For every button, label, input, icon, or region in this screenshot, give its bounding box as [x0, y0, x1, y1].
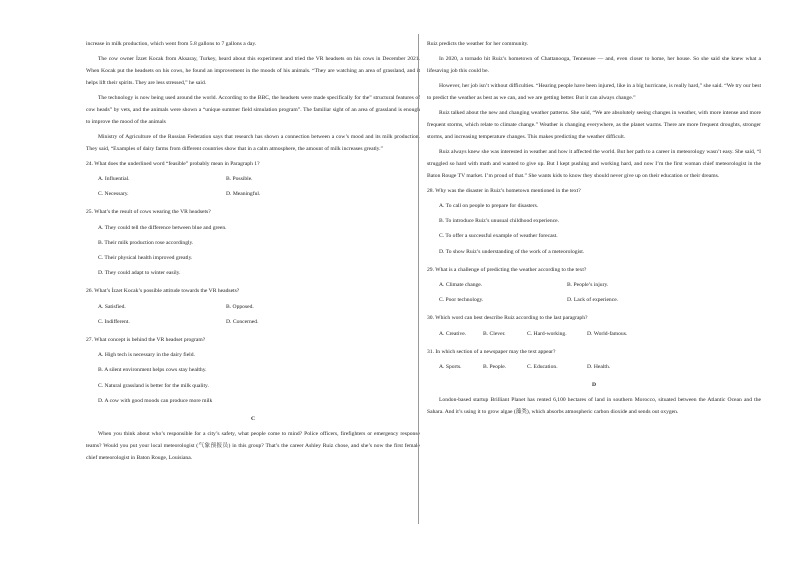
option: A. Creative.	[439, 330, 467, 337]
option: C. To offer a successful example of weather forecast.	[439, 233, 558, 240]
option: C. Education.	[527, 363, 558, 370]
question-26-options	[98, 301, 420, 331]
paragraph: London-based startup Brilliant Planet has rented 6,100 hectares of land in southern Morocco, situated between the Atlantic Ocean and the Sahara. And it’s using it to grow algae (藻类), which absorbs atmospheric carbon dioxide and sends out oxygen.	[427, 396, 761, 416]
question-27-options	[98, 349, 420, 410]
option: C. Poor technology.	[439, 297, 484, 304]
paragraph: However, her job isn’t without difficulties. “Hearing people have been injured, like in a big hurricane, is really hard,” she said. “We try our best to predict the weather as best as we can, and we are getting better. But it can always change.”	[427, 82, 761, 101]
paragraph: The cow owner İzzet Kocak from Aksaray, Turkey, heard about this experiment and tried the VR headsets on his cows in December 2021. When Kocak put the headsets on his cows, he found an improvement in the moods of his animals. “They are watching an area of grassland, and it helps lift their spirits. They are less stressed,” he said.	[86, 55, 420, 87]
question-31: 31. In which section of a newspaper may the text appear?	[427, 348, 556, 355]
question-24: 24. What does the underlined word “feasible” probably mean in Paragraph 1?	[86, 160, 260, 167]
option: A. Influential.	[98, 176, 130, 183]
paragraph: When you think about who’s responsible for a city’s safety, what people come to mind? Police officers, firefighters or emergency response teams? Would you put your local meteorologist (气象预报员) in this group? That’s the career Ashley Ruiz chose, and she’s now the first female chief meteorologist in Baton Rouge, Louisiana.	[86, 430, 420, 462]
question-25-options	[98, 222, 420, 283]
option: B. People’s injury.	[567, 281, 609, 288]
option: D. Health.	[587, 363, 611, 370]
option: A. Climate change.	[439, 281, 483, 288]
paragraph: Ministry of Agriculture of the Russian Federation says that research has shown a connection between a cow’s mood and its milk production. They said, “Examples of dairy farms from different countries show that in a calm atmosphere, the amount of milk increases greatly.”	[86, 133, 420, 153]
option: A. Satisfied.	[98, 303, 126, 310]
option: B. A silent environment helps cows stay healthy.	[98, 367, 207, 374]
paragraph: In 2020, a tornado hit Ruiz’s hometown of Chattanooga, Tennessee — and, even closer to home, her house. So she said she knew what a lifesaving job this could be.	[427, 55, 761, 74]
option: C. Indifferent.	[98, 318, 130, 325]
option: C. Natural grassland is better for the milk quality.	[98, 382, 209, 389]
option: D. A cow with good moods can produce more milk	[98, 397, 213, 404]
option: D. Concerned.	[226, 318, 259, 325]
option: A. High tech is necessary in the dairy field.	[98, 352, 195, 359]
paragraph: Ruiz predicts the weather for her community.	[427, 41, 529, 47]
right-column	[427, 38, 761, 421]
option: C. Necessary.	[98, 191, 129, 198]
question-27: 27. What concept is behind the VR headset program?	[86, 337, 206, 344]
question-29-options	[439, 279, 761, 309]
option: B. Opposed.	[226, 303, 254, 310]
question-30: 30. Which word can best describe Ruiz according to the last paragraph?	[427, 315, 588, 322]
paragraph: increase in milk production, which went from 5.8 gallons to 7 gallons a day.	[86, 41, 257, 47]
option: B. Clever.	[483, 330, 506, 337]
question-24-options	[98, 173, 420, 203]
option: B. Their milk production rose accordingly.	[98, 239, 194, 246]
option: D. World-famous.	[587, 330, 628, 337]
paragraph: Ruiz talked about the new and changing weather patterns. She said, “We are absolutely seeing changes in weather, with more intense and more frequent storms, which relate to climate change.” Weather is changing everywhere, as the planet warms. There are more frequent droughts, stronger storms, and increasing temperature changes. This makes predicting the weather difficult.	[427, 109, 761, 140]
option: B. To introduce Ruiz’s unusual childhood experience.	[439, 218, 560, 225]
option: A. Sports.	[439, 363, 462, 370]
section-heading-d: D	[591, 382, 597, 389]
paragraph: The technology is now being used around the world. According to the BBC, the headsets were made specifically for the” structural features of cow heads” by vets, and the animals were shown a “unique summer field simulation program”. The familiar sight of an area of grassland is enough to improve the mood of the animals	[86, 94, 420, 126]
question-31-options	[439, 361, 761, 376]
option: B. Possible.	[226, 176, 253, 183]
option: C. Hard-working.	[527, 330, 567, 337]
left-column	[86, 38, 420, 467]
question-26: 26. What’s İzzet Kocak’s possible attitude towards the VR headsets?	[86, 288, 240, 295]
option: C. Their physical health improved greatly.	[98, 255, 193, 262]
option: B. People.	[483, 363, 507, 370]
option: D. They could adapt to winter easily.	[98, 270, 181, 277]
option: D. To show Ruiz’s understanding of the work of a meteorologist.	[439, 248, 585, 255]
question-28: 28. Why was the disaster in Ruiz’s hometown mentioned in the text?	[427, 187, 581, 194]
question-30-options	[439, 328, 761, 343]
section-heading-c: C	[250, 416, 256, 423]
question-25: 25. What’s the result of cows wearing the VR headsets?	[86, 209, 211, 216]
question-28-options	[439, 200, 761, 261]
question-29: 29. What is a challenge of predicting the weather according to the text?	[427, 266, 587, 273]
option: D. Lack of experience.	[567, 297, 619, 304]
paragraph: Ruiz always knew she was interested in weather and how it affected the world. But her path to a career in meteorology wasn’t easy. She said, “I struggled so hard with math and wanted to give up. But I kept pushing and working hard, and now I’m the first woman chief meteorologist in the Baton Rouge TV market. I’m proud of that.” She wants kids to know they should never give up on their education or their dreams.	[427, 148, 761, 180]
option: A. To call on people to prepare for disasters.	[439, 202, 539, 209]
column-divider	[418, 34, 419, 524]
option: A. They could tell the difference between blue and green.	[98, 224, 227, 231]
option: D. Meaningful.	[226, 191, 261, 198]
